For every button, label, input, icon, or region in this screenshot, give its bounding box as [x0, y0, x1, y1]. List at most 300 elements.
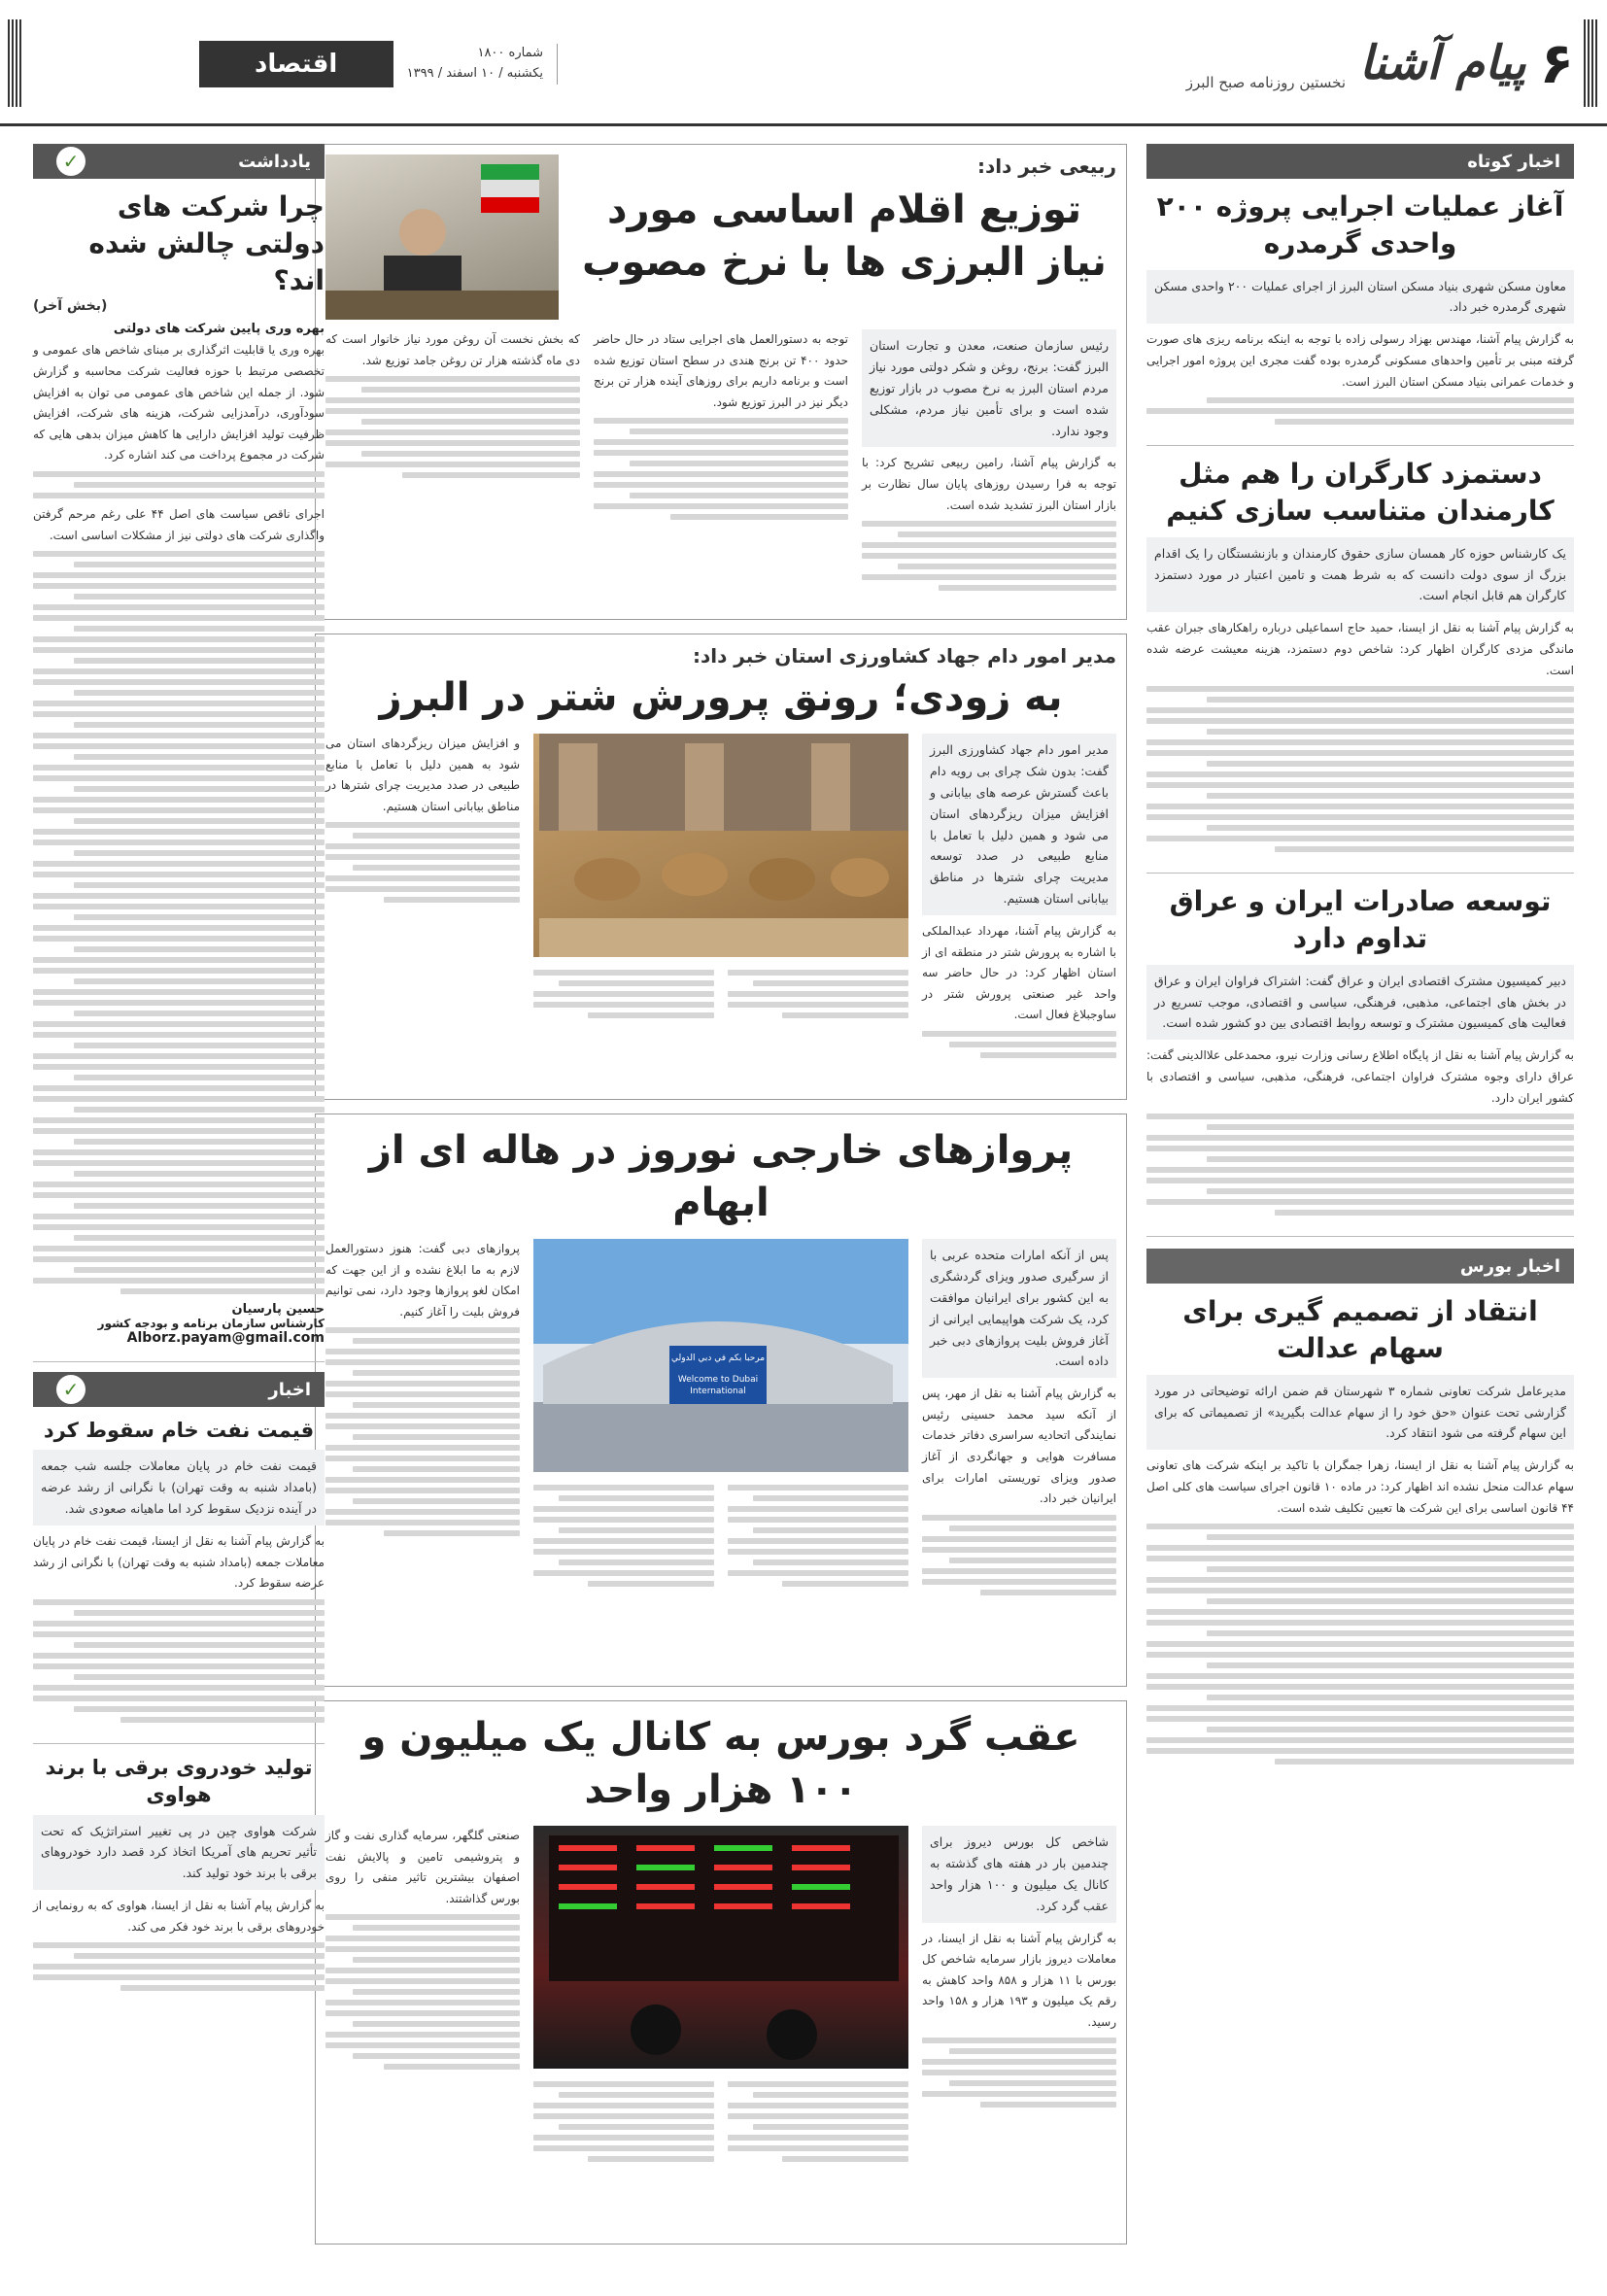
text-filler [1146, 1705, 1574, 1711]
note-author: حسین پارسیان [231, 1302, 325, 1318]
story-title[interactable]: توسعه صادرات ایران و عراق تداوم دارد [1169, 885, 1552, 954]
text-filler [728, 1517, 908, 1523]
text-filler [1146, 1556, 1574, 1561]
text-filler [353, 833, 520, 839]
dubai-airport-photo [533, 1239, 908, 1472]
text-filler [1146, 771, 1574, 777]
masthead [1156, 19, 1574, 107]
stock-exchange-photo [533, 1826, 908, 2069]
text-filler [33, 1021, 325, 1027]
text-filler [33, 1214, 325, 1219]
text-filler [922, 1515, 1116, 1521]
text-filler [33, 1256, 325, 1262]
text-filler [33, 872, 325, 877]
text-filler [33, 1653, 325, 1659]
text-filler [325, 2000, 520, 2005]
left-column [33, 144, 325, 2272]
text-filler [325, 1968, 520, 1973]
text-filler [862, 542, 1116, 548]
text-filler [559, 1559, 714, 1565]
text-filler [353, 1466, 520, 1472]
note-lead: بهره وری پایین شرکت های دولتی [113, 322, 325, 337]
story-lead: رئیس سازمان صنعت، معدن و تجارت استان البرز گفت: برنج، روغن و شکر دولتی مورد نیاز مردم استان البرز به نرخ مصوب در بازار توزیع شده است و برای تأمین نیاز مردم، مشکلی وجود ندارد. [862, 329, 1116, 447]
text-filler [1146, 814, 1574, 820]
text-filler [325, 376, 580, 382]
text-filler [74, 690, 325, 696]
note-body: بهره وری یا قابلیت اثرگذاری بر مبنای شاخص های عمومی و تخصصی مرتبط با حوزه فعالیت شرکت محاسبه و گزارش شود. از جمله این شاخص های عمومی می توان به افزایش سودآوری، درآمدزایی شرکت، هزینه های شرکت، افزایش ظرفیت تولید افزایش دارایی ها کاهش میزان بدهی هایی که شرکت در مجموع پرداخت می کند اشاره کرد. [33, 343, 325, 463]
text-filler [33, 1621, 325, 1627]
text-filler [361, 419, 580, 425]
text-filler [728, 1002, 908, 1008]
text-filler [1146, 1641, 1574, 1647]
text-filler [1146, 836, 1574, 841]
story-body: که بخش نخست آن روغن مورد نیاز خانوار است که دی ماه گذشته هزار تن روغن جامد توزیع شد. [325, 332, 580, 367]
text-filler [33, 968, 325, 974]
text-filler [33, 679, 325, 685]
story-oil-price [33, 1407, 325, 1744]
text-filler [1207, 1534, 1574, 1540]
airport-sign-english: Welcome to Dubai International [677, 1375, 759, 1396]
issue-number: شماره ۱۸۰۰ [477, 46, 543, 61]
text-filler [325, 1520, 520, 1525]
text-filler [74, 786, 325, 792]
text-filler [353, 1338, 520, 1344]
text-filler [353, 865, 520, 871]
story-camel-breeding [315, 634, 1127, 1100]
news-bar [33, 1372, 325, 1407]
text-filler [594, 439, 848, 445]
text-filler [753, 2124, 908, 2130]
story-body: به گزارش پیام آشنا به نقل از ایسنا، قیمت نفت خام در پایان معاملات جمعه (بامداد شنبه به وقت تهران) با نگرانی از رشد عرضه سقوط کرد. [33, 1534, 325, 1591]
stock-board-illustration [539, 1826, 908, 2069]
text-filler [1146, 707, 1574, 713]
story-lead: دبیر کمیسیون مشترک اقتصادی ایران و عراق گفت: اشتراک فراوان ایران و عراق در بخش های اجتماعی، مذهبی، فرهنگی، سیاسی و اقتصادی، موجب تسریع در فعالیت های کمیسیون مشترک و توسعه روابط اقتصادی بین دو کشور شده است. [1146, 965, 1574, 1041]
text-filler [862, 574, 1116, 580]
text-filler [74, 882, 325, 888]
text-filler [33, 1182, 325, 1187]
story-bourse-decline [315, 1700, 1127, 2245]
text-filler [325, 2032, 520, 2038]
story-lead: قیمت نفت خام در پایان معاملات جلسه شب جمعه (بامداد شنبه به وقت تهران) با نگرانی از رشد عرضه در آینده نزدیک سقوط کرد اما ماهیانه صعودی شد. [33, 1450, 325, 1525]
text-filler [1146, 1524, 1574, 1529]
text-filler [325, 2042, 520, 2048]
text-filler [33, 1085, 325, 1091]
text-filler [533, 2145, 714, 2151]
text-filler [1207, 1662, 1574, 1668]
story-title[interactable]: انتقاد از تصمیم گیری برای سهام عدالت [1182, 1295, 1538, 1364]
text-filler [33, 1096, 325, 1102]
text-filler [384, 2064, 520, 2070]
story-body: به گزارش پیام آشنا به نقل از ایسنا، در معاملات دیروز بازار سرمایه شاخص کل بورس با ۱۱ هزار و ۸۵۸ واحد کاهش به رقم یک میلیون و ۱۹۳ هزار و ۱۵۸ واحد رسید. [922, 1931, 1117, 2029]
text-filler [33, 493, 325, 498]
story-justice-shares [1146, 1284, 1574, 1785]
story-lead: شاخص کل بورس دیروز برای چندمین بار در هفته های گذشته به کانال یک میلیون و ۱۰۰ هزار واحد عقب گرد کرد. [922, 1826, 1116, 1923]
editorial-bar-title: یادداشت [238, 151, 311, 172]
text-filler [74, 658, 325, 664]
text-filler [120, 1985, 325, 1991]
bourse-news-bar: اخبار بورس [1146, 1249, 1574, 1284]
text-filler [922, 1568, 1116, 1574]
text-filler [33, 551, 325, 557]
text-filler [33, 733, 325, 738]
text-filler [74, 1610, 325, 1616]
text-filler [33, 829, 325, 835]
text-filler [1207, 1156, 1574, 1162]
text-filler [1146, 1684, 1574, 1690]
right-column [1146, 144, 1574, 2272]
story-title[interactable]: به زودی؛ رونق پرورش شتر در البرز [379, 675, 1063, 720]
text-filler [533, 1485, 714, 1491]
text-filler [728, 2113, 908, 2119]
text-filler [353, 1957, 520, 1963]
editorial-note [33, 179, 325, 1362]
text-filler [753, 980, 908, 986]
story-lead: مدیر امور دام جهاد کشاورزی البرز گفت: بدون شک چرای بی رویه دام باعث گسترش عرصه های بیابانی و افزایش میزان ریزگردهای استان می شود و همین دلیل با تعامل با منابع طبیعی در صدد توسعه مدیریت چرای شترها در مناطق بیابانی استان هستیم. [922, 734, 1116, 915]
editorial-bar [33, 144, 325, 179]
text-filler [949, 2080, 1116, 2086]
story-body: و افزایش میزان ریزگردهای استان می شود به همین دلیل با تعامل با منابع طبیعی در صدد مدیریت چرای شترها در مناطق بیابانی استان هستیم. [325, 737, 520, 813]
text-filler [74, 722, 325, 728]
text-filler [1207, 397, 1574, 403]
text-filler [1146, 408, 1574, 414]
text-filler [1207, 1124, 1574, 1130]
text-filler [33, 1160, 325, 1166]
text-filler [33, 861, 325, 867]
text-filler [33, 893, 325, 899]
text-filler [325, 1477, 520, 1483]
text-filler [533, 991, 714, 997]
text-filler [782, 2156, 908, 2162]
text-filler [728, 1538, 908, 1544]
text-filler [939, 585, 1116, 591]
text-filler [325, 854, 520, 860]
note-author-title: کارشناس سازمان برنامه و بودجه کشور [97, 1317, 325, 1331]
text-filler [33, 1149, 325, 1155]
text-filler [588, 2156, 714, 2162]
speaker-illustration [325, 154, 559, 320]
text-filler [74, 1203, 325, 1209]
text-filler [33, 604, 325, 610]
text-filler [782, 1581, 908, 1587]
story-body: به گزارش پیام آشنا به نقل از ایسنا، حمید حاج اسماعیلی درباره راهکارهای جبران عقب ماندگی مزدی کارگران اظهار کرد: شاخص دوم دستمزد، هزینه معیشت عرضه شده است. [1146, 621, 1574, 677]
center-column [315, 144, 1127, 2272]
text-filler [1146, 739, 1574, 745]
text-filler [1146, 1673, 1574, 1679]
text-filler [1146, 1620, 1574, 1626]
page-number: ۶ [1539, 30, 1574, 96]
text-filler [922, 2038, 1116, 2043]
story-body: به گزارش پیام آشنا به نقل از پایگاه اطلاع رسانی وزارت نیرو، محمدعلی علاالدینی گفت: عراق دارای وجوه مشترک فراوان اجتماعی، فرهنگی، مذهبی، سیاسی و اقتصادی با کشور ایران دارد. [1146, 1048, 1574, 1105]
airport-sign-arabic: مرحبا بكم في دبي الدولي [670, 1354, 766, 1363]
text-filler [594, 418, 848, 424]
text-filler [630, 428, 848, 434]
story-title[interactable]: پروازهای خارجی نوروز در هاله ای از ابهام [368, 1128, 1074, 1225]
story-body: توجه به دستورالعمل های اجرایی ستاد در حال حاضر حدود ۴۰۰ تن برنج هندی در سطح استان توزیع شده است و برنامه داریم برای روزهای آینده هزار تن برنج دیگر نیز در البرز توزیع شود. [594, 332, 849, 409]
news-bar-title: اخبار [268, 1379, 311, 1400]
text-filler [74, 1674, 325, 1680]
text-filler [728, 1506, 908, 1512]
text-filler [325, 440, 580, 446]
text-filler [120, 1288, 325, 1294]
text-filler [325, 2010, 520, 2016]
text-filler [353, 2021, 520, 2027]
text-filler [74, 1107, 325, 1113]
note-body-2: اجرای ناقص سیاست های اصل ۴۴ علی رغم مرحم گرفتن واگذاری شرکت های دولتی نیز از مشکلات اساسی است. [33, 506, 325, 542]
text-filler [1146, 1577, 1574, 1583]
text-filler [980, 2102, 1116, 2108]
barcode-left [8, 19, 23, 107]
text-filler [728, 2103, 908, 2108]
text-filler [325, 1456, 520, 1461]
text-filler [33, 1942, 325, 1948]
note-title[interactable]: چرا شرکت های دولتی چالش شده اند؟ [88, 190, 325, 296]
text-filler [33, 1974, 325, 1980]
text-filler [1146, 1178, 1574, 1183]
text-filler [533, 970, 714, 976]
text-filler [1275, 1759, 1574, 1765]
text-filler [949, 1558, 1116, 1563]
story-essential-goods [315, 144, 1127, 620]
barcode-right [1584, 19, 1599, 107]
text-filler [922, 2091, 1116, 2097]
story-garmdareh [1146, 179, 1574, 446]
text-filler [74, 1706, 325, 1712]
text-filler [1146, 1588, 1574, 1593]
text-filler [782, 1012, 908, 1018]
text-filler [533, 1517, 714, 1523]
text-filler [1146, 686, 1574, 692]
text-filler [74, 850, 325, 856]
text-filler [670, 514, 848, 520]
text-filler [33, 647, 325, 653]
text-filler [533, 1570, 714, 1576]
text-filler [559, 980, 714, 986]
text-filler [33, 989, 325, 995]
text-filler [33, 797, 325, 803]
text-filler [1146, 782, 1574, 788]
text-filler [74, 914, 325, 920]
text-filler [33, 1663, 325, 1669]
story-kicker: مدیر امور دام جهاد کشاورزی استان خبر داد: [692, 644, 1116, 668]
text-filler [559, 2092, 714, 2098]
text-filler [533, 2135, 714, 2141]
text-filler [33, 1064, 325, 1070]
text-filler [533, 2081, 714, 2087]
text-filler [353, 1498, 520, 1504]
text-filler [862, 553, 1116, 559]
text-filler [33, 1032, 325, 1038]
text-filler [728, 1570, 908, 1576]
text-filler [120, 1717, 325, 1723]
text-filler [384, 1530, 520, 1536]
note-subtitle: (بخش آخر) [33, 298, 108, 315]
text-filler [1275, 419, 1574, 425]
story-huawei-ev [33, 1744, 325, 2012]
text-filler [594, 482, 848, 488]
story-nowruz-flights [315, 1114, 1127, 1687]
story-body: به گزارش پیام آشنا، مهرداد عبدالملکی با اشاره به پرورش شتر در منطقه ای از استان اظهار کرد: در حال حاضر سه واحد غیر صنعتی پرورش شتر در ساوجبلاغ فعال است. [922, 924, 1116, 1022]
text-filler [559, 1495, 714, 1501]
text-filler [753, 1527, 908, 1533]
text-filler [33, 1278, 325, 1284]
text-filler [325, 1978, 520, 1984]
speaker-photo [325, 154, 559, 320]
text-filler [949, 1042, 1116, 1047]
text-filler [33, 1599, 325, 1605]
text-filler [588, 1581, 714, 1587]
text-filler [74, 946, 325, 952]
text-filler [353, 1370, 520, 1376]
text-filler [922, 1579, 1116, 1585]
text-filler [594, 471, 848, 477]
text-filler [533, 1002, 714, 1008]
text-filler [33, 615, 325, 621]
text-filler [74, 1171, 325, 1177]
text-filler [1207, 1566, 1574, 1572]
text-filler [402, 472, 580, 478]
text-filler [1207, 1695, 1574, 1700]
text-filler [1146, 1167, 1574, 1173]
text-filler [728, 2145, 908, 2151]
text-filler [325, 1381, 520, 1387]
text-filler [33, 840, 325, 845]
text-filler [533, 1549, 714, 1555]
text-filler [753, 1559, 908, 1565]
text-filler [1275, 846, 1574, 852]
text-filler [33, 1192, 325, 1198]
text-filler [384, 897, 520, 903]
text-filler [533, 2103, 714, 2108]
short-news-bar: اخبار کوتاه [1146, 144, 1574, 179]
text-filler [74, 1075, 325, 1080]
text-filler [1207, 793, 1574, 799]
story-title[interactable]: قیمت نفت خام سقوط کرد [43, 1419, 315, 1443]
story-lead: مدیرعامل شرکت تعاونی شماره ۳ شهرستان قم ضمن ارائه توضیحاتی در مورد گزارشی تحت عنوان «حق خود را از سهام عدالت بگیرید» از تصمیماتی که برای این سهام گرفته می شود انتقاد کرد. [1146, 1375, 1574, 1451]
text-filler [33, 1685, 325, 1691]
story-lead: یک کارشناس حوزه کار همسان سازی حقوق کارمندان و بازنشستگان را یک اقدام بزرگ از سوی دولت دانست که به شرط همت و تامین اعتبار در مورد دستمزد کارگران هم قابل انجام است. [1146, 537, 1574, 613]
text-filler [325, 886, 520, 892]
story-body: به گزارش پیام آشنا به نقل از مهر، پس از آنکه سید محمد حسینی رئیس نمایندگی اتحادیه سراسری دفاتر خدمات مسافرت هوایی و جهانگردی از آغاز صدور ویزای توریستی امارات برای ایرانیان خبر داد. [922, 1387, 1116, 1506]
text-filler [753, 1495, 908, 1501]
text-filler [325, 408, 580, 414]
text-filler [588, 1012, 714, 1018]
text-filler [325, 1327, 520, 1333]
issue-date: یکشنبه / ۱۰ اسفند / ۱۳۹۹ [406, 66, 543, 81]
text-filler [353, 1925, 520, 1931]
text-filler [1207, 761, 1574, 767]
text-filler [33, 1696, 325, 1701]
text-filler [353, 1402, 520, 1408]
camels-photo [533, 734, 908, 957]
text-filler [325, 1936, 520, 1941]
text-filler [1207, 1727, 1574, 1732]
text-filler [361, 451, 580, 457]
text-filler [1207, 1598, 1574, 1604]
text-filler [1146, 1748, 1574, 1754]
text-filler [1207, 729, 1574, 735]
text-filler [74, 754, 325, 760]
text-filler [361, 387, 580, 393]
text-filler [33, 1053, 325, 1059]
text-filler [33, 1964, 325, 1970]
text-filler [325, 397, 580, 403]
text-filler [898, 531, 1116, 537]
text-filler [1207, 1630, 1574, 1636]
text-filler [33, 925, 325, 931]
text-filler [33, 1631, 325, 1637]
text-filler [949, 2048, 1116, 2054]
text-filler [74, 1953, 325, 1959]
text-filler [980, 1052, 1116, 1058]
section-title: اقتصاد [199, 41, 393, 87]
contact-email[interactable]: Alborz.payam@gmail.com [126, 1330, 325, 1347]
text-filler [1146, 1146, 1574, 1151]
text-filler [33, 936, 325, 942]
text-filler [325, 1423, 520, 1429]
text-filler [353, 1434, 520, 1440]
text-filler [1146, 1114, 1574, 1119]
text-filler [74, 482, 325, 488]
text-filler [980, 1590, 1116, 1595]
text-filler [33, 743, 325, 749]
text-filler [74, 1642, 325, 1648]
text-filler [1146, 1135, 1574, 1141]
page-header [0, 0, 1607, 126]
text-filler [533, 1506, 714, 1512]
story-title[interactable]: آغاز عملیات اجرایی پروژه ۲۰۰ واحدی گرمدره [1156, 190, 1564, 259]
text-filler [325, 462, 580, 467]
text-filler [949, 1525, 1116, 1531]
story-iran-iraq [1146, 874, 1574, 1237]
text-filler [33, 583, 325, 589]
text-filler [862, 521, 1116, 527]
story-body: به گزارش پیام آشنا به نقل از ایسنا، زهرا جمگران با تاکید بر اینکه شرکت های تعاونی سهام عدالت منحل نشده اند اظهار کرد: در ماده ۱۰ قانون اجرای سیاست های کلی اصل ۴۴ قانون اساسی برای این شرکت ها تعیین تکلیف شده است. [1146, 1458, 1574, 1515]
text-filler [1146, 1545, 1574, 1551]
text-filler [325, 1349, 520, 1354]
text-filler [922, 2070, 1116, 2075]
checkmark-icon: ✓ [56, 147, 85, 176]
story-kicker: ربیعی خبر داد: [976, 154, 1116, 178]
text-filler [74, 626, 325, 632]
text-filler [325, 429, 580, 435]
text-filler [1146, 1609, 1574, 1615]
text-filler [898, 564, 1116, 569]
story-title[interactable]: توزیع اقلام اساسی مورد نیاز البرزی ها با نرخ مصوب [582, 188, 1107, 285]
text-filler [533, 2113, 714, 2119]
text-filler [728, 2135, 908, 2141]
newspaper-logo: پیام آشنا [1359, 36, 1526, 90]
text-filler [33, 765, 325, 771]
camels-illustration [539, 734, 908, 957]
text-filler [1146, 1737, 1574, 1743]
text-filler [922, 1031, 1116, 1037]
text-filler [325, 1509, 520, 1515]
issue-block [33, 41, 558, 87]
text-filler [74, 1235, 325, 1241]
text-filler [33, 711, 325, 717]
text-filler [325, 1946, 520, 1952]
story-title[interactable]: دستمزد کارگران را هم مثل کارمندان متناسب سازی کنیم [1166, 458, 1555, 527]
story-title[interactable]: عقب گرد بورس به کانال یک میلیون و ۱۰۰ هزار واحد [361, 1715, 1080, 1812]
text-filler [33, 904, 325, 909]
text-filler [922, 1547, 1116, 1553]
text-filler [325, 1914, 520, 1920]
text-filler [33, 668, 325, 674]
text-filler [728, 991, 908, 997]
story-title[interactable]: تولید خودروی برقی با برند هواوی [45, 1755, 313, 1807]
text-filler [1146, 804, 1574, 809]
text-filler [74, 1139, 325, 1145]
